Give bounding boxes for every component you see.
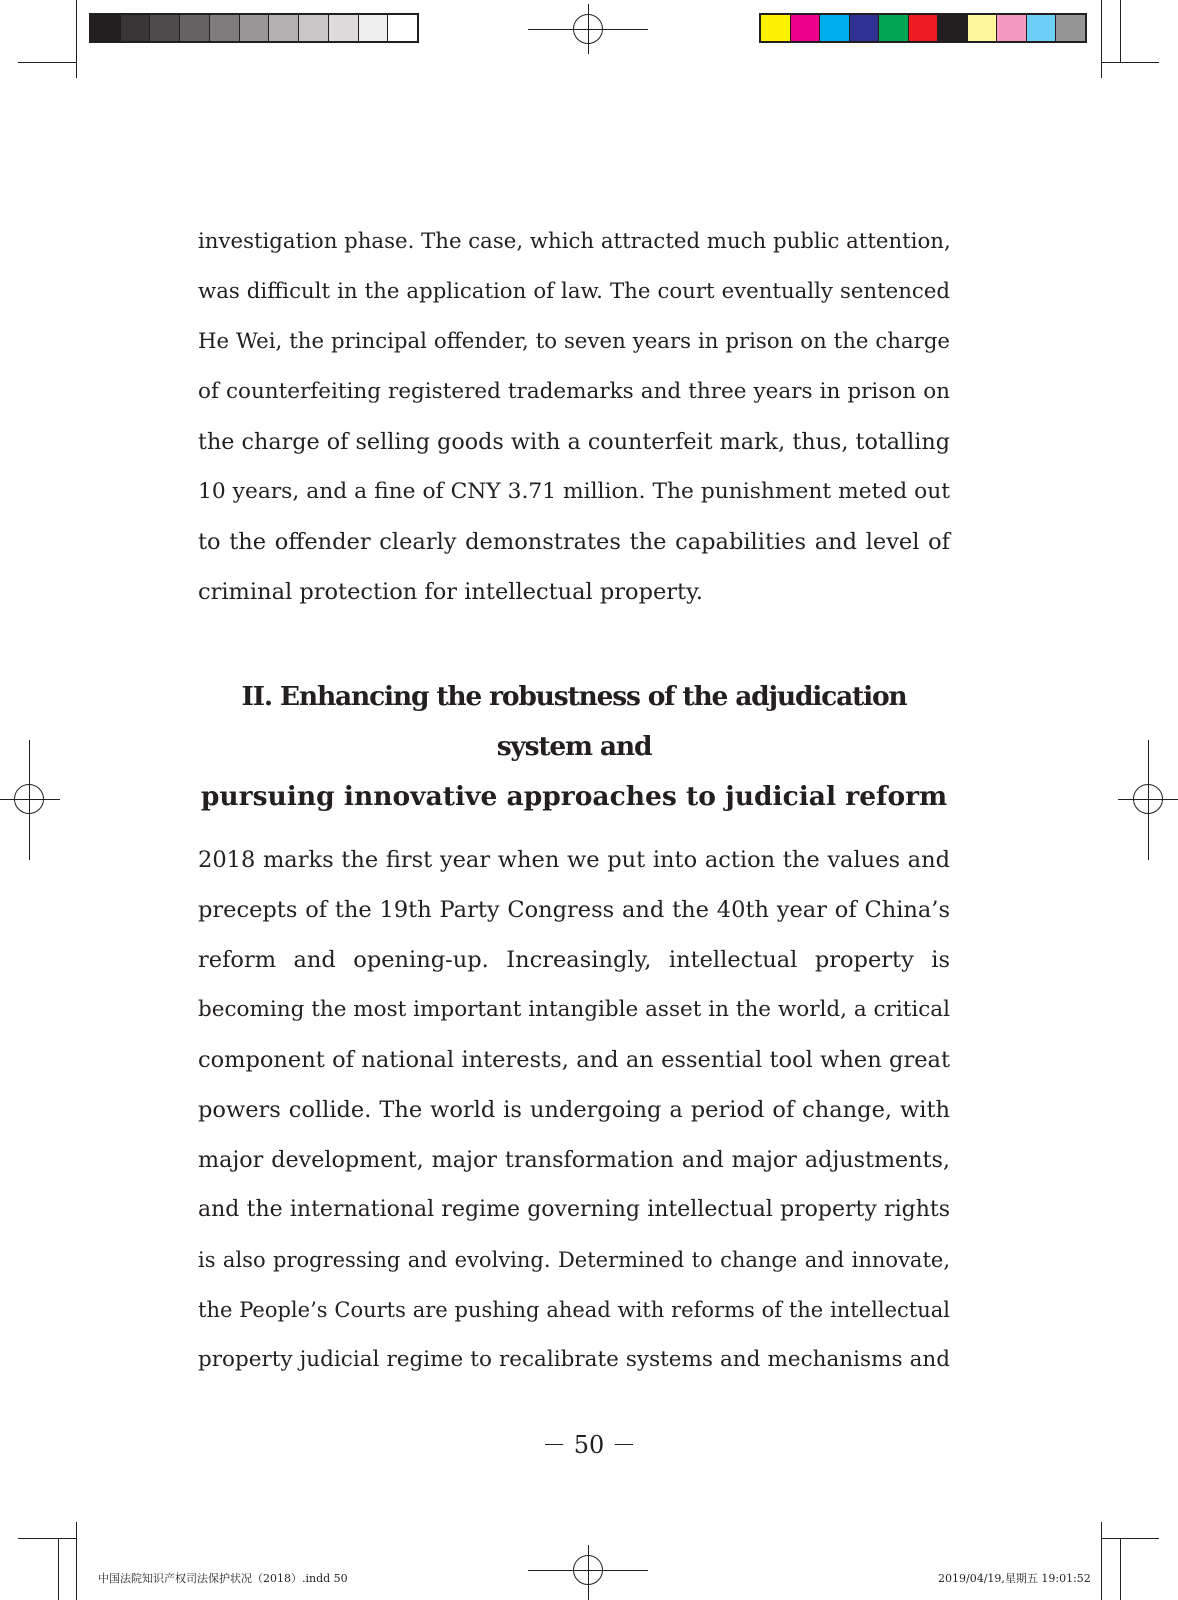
footer-timestamp: 2019/04/19,星期五 19:01:52 bbox=[938, 1572, 1091, 1585]
color-swatch bbox=[879, 15, 909, 41]
color-swatch bbox=[180, 15, 210, 41]
text-line: is also progressing and evolving. Determined to change and innovate, bbox=[198, 1248, 950, 1272]
color-swatch bbox=[299, 15, 329, 41]
crop-mark bbox=[1120, 0, 1121, 62]
color-swatch bbox=[1027, 15, 1057, 41]
text-line: criminal protection for intellectual property. bbox=[198, 579, 703, 605]
text-line: He Wei, the principal offender, to seven years in prison on the charge bbox=[198, 329, 950, 354]
text-line: was difficult in the application of law. The court eventually sentenced bbox=[198, 279, 950, 304]
text-line: of counterfeiting registered trademarks and three years in prison on bbox=[198, 379, 950, 404]
body-paragraph-1 bbox=[198, 217, 950, 617]
page-number: － 50 － bbox=[542, 1431, 636, 1459]
color-swatch bbox=[968, 15, 998, 41]
text-line: the People’s Courts are pushing ahead with reforms of the intellectual bbox=[198, 1298, 950, 1322]
registration-mark-right bbox=[1133, 784, 1163, 814]
color-swatch bbox=[1056, 15, 1085, 41]
text-line: to the offender clearly demonstrates the capabilities and level of bbox=[198, 529, 950, 555]
registration-mark-top bbox=[573, 14, 603, 44]
color-swatch bbox=[761, 15, 791, 41]
color-swatch bbox=[329, 15, 359, 41]
color-swatch bbox=[938, 15, 968, 41]
text-line: becoming the most important intangible asset in the world, a critical bbox=[198, 997, 950, 1022]
text-line: and the international regime governing intellectual property rights bbox=[198, 1197, 950, 1222]
section-heading bbox=[198, 672, 950, 822]
text-line: 10 years, and a fine of CNY 3.71 million. The punishment meted out bbox=[198, 479, 950, 504]
color-swatch bbox=[997, 15, 1027, 41]
color-swatch bbox=[820, 15, 850, 41]
color-swatch bbox=[791, 15, 821, 41]
crop-mark bbox=[76, 62, 77, 78]
section-heading-line-2: pursuing innovative approaches to judicial reform bbox=[200, 781, 948, 812]
footer-file-name: 中国法院知识产权司法保护状况（2018）.indd 50 bbox=[98, 1572, 348, 1585]
crop-mark bbox=[76, 1522, 77, 1600]
crop-mark bbox=[1101, 1522, 1102, 1600]
color-swatch bbox=[150, 15, 180, 41]
color-swatch bbox=[388, 15, 417, 41]
gray-color-bar bbox=[89, 13, 419, 43]
crop-mark bbox=[1101, 62, 1159, 63]
registration-mark-left bbox=[14, 784, 44, 814]
text-line: reform and opening-up. Increasingly, intellectual property is bbox=[198, 947, 950, 973]
crop-mark bbox=[58, 1538, 59, 1600]
registration-mark-bottom bbox=[573, 1555, 603, 1585]
text-line: investigation phase. The case, which attracted much public attention, bbox=[198, 229, 951, 254]
color-swatch bbox=[909, 15, 939, 41]
text-line: 2018 marks the first year when we put into action the values and bbox=[198, 847, 950, 873]
text-line: major development, major transformation and major adjustments, bbox=[198, 1147, 950, 1173]
color-swatch bbox=[91, 15, 121, 41]
color-swatch bbox=[121, 15, 151, 41]
crop-mark bbox=[18, 1538, 76, 1539]
color-swatch bbox=[850, 15, 880, 41]
crop-mark bbox=[1101, 0, 1102, 78]
color-swatch bbox=[210, 15, 240, 41]
color-swatch bbox=[240, 15, 270, 41]
text-line: component of national interests, and an essential tool when great bbox=[198, 1047, 950, 1073]
text-line: powers collide. The world is undergoing a period of change, with bbox=[198, 1097, 950, 1123]
text-line: the charge of selling goods with a counterfeit mark, thus, totalling bbox=[198, 429, 950, 455]
text-line: property judicial regime to recalibrate systems and mechanisms and bbox=[198, 1347, 950, 1372]
crop-mark bbox=[18, 62, 76, 63]
body-paragraph-2 bbox=[198, 835, 950, 1385]
crop-mark bbox=[1101, 1538, 1159, 1539]
crop-mark bbox=[1120, 1538, 1121, 1600]
process-color-bar bbox=[759, 13, 1087, 43]
text-line: precepts of the 19th Party Congress and the 40th year of China’s bbox=[198, 897, 950, 923]
color-swatch bbox=[269, 15, 299, 41]
section-heading-line-1: II. Enhancing the robustness of the adjudication system and bbox=[241, 681, 907, 762]
color-swatch bbox=[359, 15, 389, 41]
